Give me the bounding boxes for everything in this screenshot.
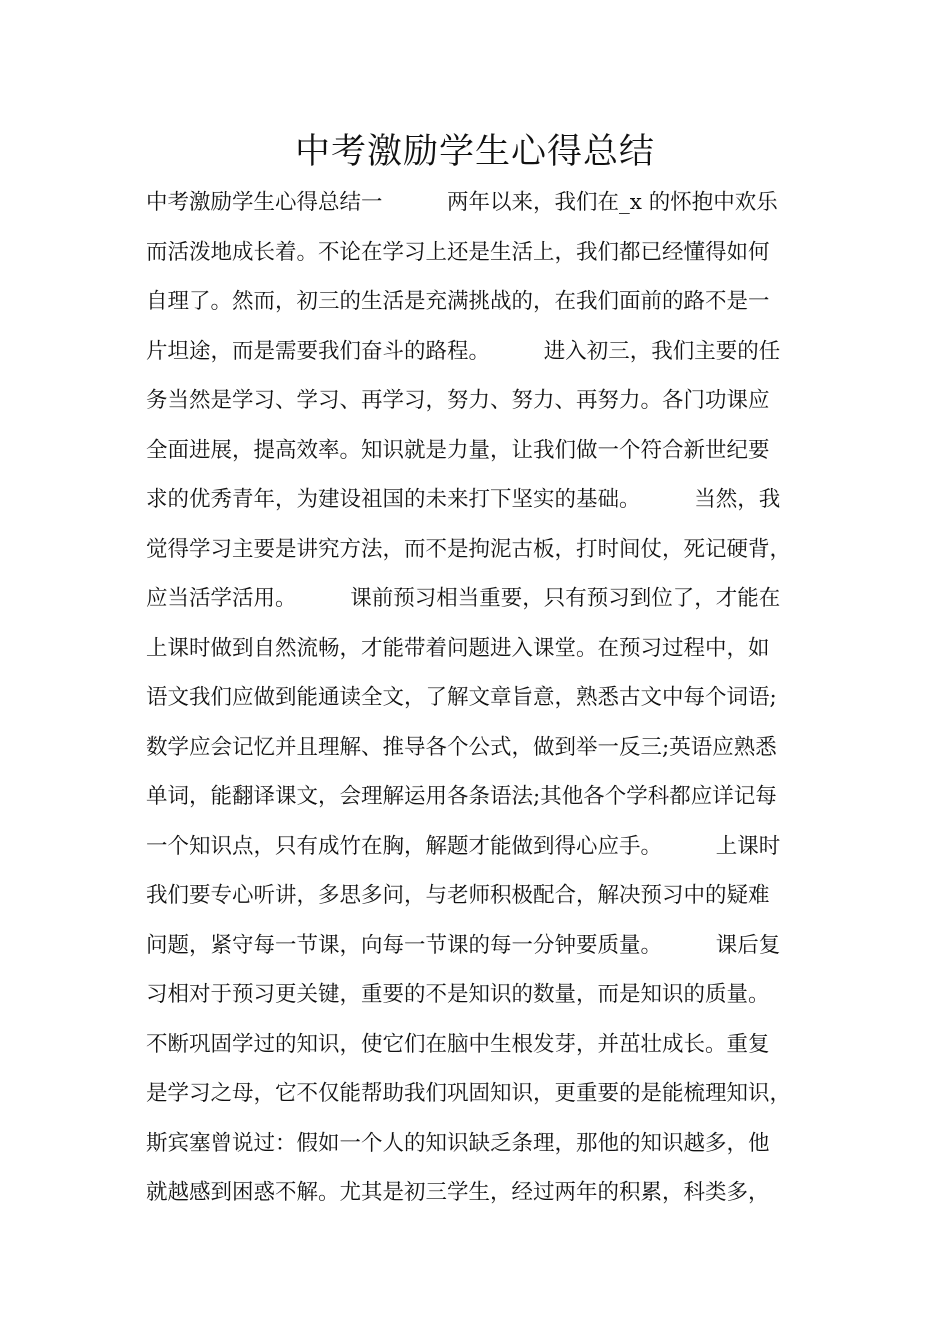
document-title: 中考激励学生心得总结 <box>294 132 655 172</box>
body-line: 全面进展，提高效率。知识就是力量，让我们做一个符合新世纪要 <box>146 437 770 463</box>
body-line: 习相对于预习更关键，重要的不是知识的数量，而是知识的质量。 <box>146 982 770 1007</box>
body-line: 上课时做到自然流畅，才能带着问题进入课堂。在预习过程中，如 <box>146 635 770 661</box>
body-line: 而活泼地成长着。不论在学习上还是生活上，我们都已经懂得如何 <box>146 239 770 265</box>
body-line: 求的优秀青年，为建设祖国的未来打下坚实的基础。 当然，我 <box>146 487 781 512</box>
body-line: 单词，能翻译课文，会理解运用各条语法;其他各个学科都应详记每 <box>146 784 777 809</box>
body-line: 片坦途，而是需要我们奋斗的路程。 进入初三，我们主要的任 <box>146 338 781 364</box>
body-line: 觉得学习主要是讲究方法，而不是拘泥古板，打时间仗，死记硬背， <box>146 536 792 562</box>
body-line: 不断巩固学过的知识，使它们在脑中生根发芽，并茁壮成长。重复 <box>146 1031 770 1057</box>
body-line: 斯宾塞曾说过：假如一个人的知识缺乏条理，那他的知识越多，他 <box>146 1130 770 1156</box>
body-line: 就越感到困惑不解。尤其是初三学生，经过两年的积累，科类多， <box>146 1180 770 1205</box>
body-line: 应当活学活用。 课前预习相当重要，只有预习到位了，才能在 <box>146 586 781 611</box>
body-line: 数学应会记忆并且理解、推导各个公式，做到举一反三;英语应熟悉 <box>146 734 777 760</box>
body-line: 一个知识点，只有成竹在胸，解题才能做到得心应手。 上课时 <box>146 833 781 859</box>
body-line: 语文我们应做到能通读全文，了解文章旨意，熟悉古文中每个词语; <box>146 685 777 710</box>
body-line: 中考激励学生心得总结一 两年以来，我们在_x 的怀抱中欢乐 <box>146 190 778 215</box>
body-line: 我们要专心听讲，多思多问，与老师积极配合，解决预习中的疑难 <box>146 883 770 908</box>
body-line: 是学习之母，它不仅能帮助我们巩固知识，更重要的是能梳理知识， <box>146 1081 792 1106</box>
body-line: 问题，紧守每一节课，向每一节课的每一分钟要质量。 课后复 <box>146 932 781 958</box>
body-line: 自理了。然而，初三的生活是充满挑战的，在我们面前的路不是一 <box>146 289 770 314</box>
document-body <box>146 178 826 1218</box>
body-line: 务当然是学习、学习、再学习，努力、努力、再努力。各门功课应 <box>146 388 770 413</box>
